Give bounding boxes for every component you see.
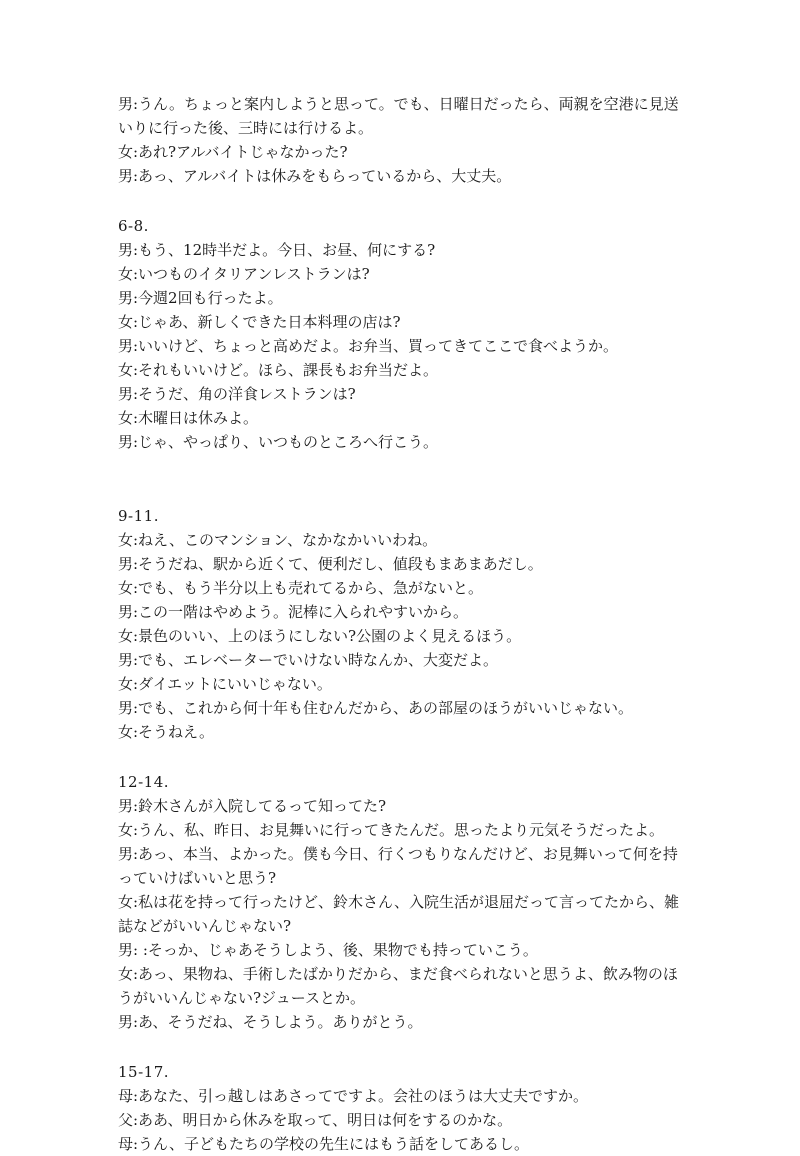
dialogue-section-6-8 bbox=[118, 214, 720, 454]
section-heading: 15-17. bbox=[118, 1063, 170, 1081]
dialogue-line: 女:あれ?アルバイトじゃなかった? bbox=[118, 143, 348, 161]
section-heading: 6-8. bbox=[118, 217, 149, 235]
dialogue-line: 女:でも、もう半分以上も売れてるから、急がないと。 bbox=[118, 579, 484, 597]
dialogue-section-15-17 bbox=[118, 1060, 720, 1156]
dialogue-line: 男:そうだ、角の洋食レストランは? bbox=[118, 385, 356, 403]
dialogue-line: 男:そうだね、駅から近くて、便利だし、値段もまあまあだし。 bbox=[118, 555, 543, 573]
dialogue-line: 女:景色のいい、上のほうにしない?公園のよく見えるほう。 bbox=[118, 627, 522, 645]
dialogue-section-9-11 bbox=[118, 504, 720, 744]
dialogue-line: っていけばいいと思う? bbox=[118, 869, 277, 887]
dialogue-line: 女:それもいいけど。ほら、課長もお弁当だよ。 bbox=[118, 361, 439, 379]
dialogue-section-intro bbox=[118, 92, 720, 188]
dialogue-line: 男:鈴木さんが入院してるって知ってた? bbox=[118, 797, 387, 815]
dialogue-line: うがいいんじゃない?ジュースとか。 bbox=[118, 989, 365, 1007]
dialogue-line: 男:じゃ、やっぱり、いつものところへ行こう。 bbox=[118, 433, 439, 451]
dialogue-line: 男:でも、エレベーターでいけない時なんか、大変だよ。 bbox=[118, 651, 499, 669]
dialogue-line: 男:いいけど、ちょっと高めだよ。お弁当、買ってきてここで食べようか。 bbox=[118, 337, 619, 355]
dialogue-line: 父:ああ、明日から休みを取って、明日は何をするのかな。 bbox=[118, 1111, 513, 1129]
dialogue-line: いりに行った後、三時には行けるよ。 bbox=[118, 119, 374, 137]
dialogue-line: 女:ねえ、このマンション、なかなかいいわね。 bbox=[118, 531, 438, 549]
dialogue-line: 女:じゃあ、新しくできた日本料理の店は? bbox=[118, 313, 401, 331]
dialogue-line: 男:この一階はやめよう。泥棒に入られやすいから。 bbox=[118, 603, 469, 621]
dialogue-line: 男:あっ、本当、よかった。僕も今日、行くつもりなんだけど、お見舞いって何を持 bbox=[118, 845, 678, 863]
dialogue-line: 女:あっ、果物ね、手術したばかりだから、まだ食べられないと思うよ、飲み物のほ bbox=[118, 965, 678, 983]
dialogue-line: 女:そうねえ。 bbox=[118, 723, 214, 741]
dialogue-line: 男:もう、12時半だよ。今日、お昼、何にする? bbox=[118, 241, 436, 259]
dialogue-line: 男:でも、これから何十年も住むんだから、あの部屋のほうがいいじゃない。 bbox=[118, 699, 634, 717]
dialogue-line: 女:うん、私、昨日、お見舞いに行ってきたんだ。思ったより元気そうだったよ。 bbox=[118, 821, 664, 839]
dialogue-line: 女:ダイエットにいいじゃない。 bbox=[118, 675, 332, 693]
dialogue-line: 母:うん、子どもたちの学校の先生にはもう話をしてあるし。 bbox=[118, 1135, 529, 1153]
dialogue-line: 男:今週2回も行ったよ。 bbox=[118, 289, 283, 307]
dialogue-line: 女:いつものイタリアンレストランは? bbox=[118, 265, 370, 283]
dialogue-line: 男:うん。ちょっと案内しようと思って。でも、日曜日だったら、両親を空港に見送 bbox=[118, 95, 679, 113]
dialogue-line: 女:木曜日は休みよ。 bbox=[118, 409, 259, 427]
section-heading: 9-11. bbox=[118, 507, 159, 525]
dialogue-line: 男:あ、そうだね、そうしよう。ありがとう。 bbox=[118, 1013, 423, 1031]
section-heading: 12-14. bbox=[118, 773, 170, 791]
dialogue-line: 男: :そっか、じゃあそうしよう、後、果物でも持っていこう。 bbox=[118, 941, 538, 959]
dialogue-section-12-14 bbox=[118, 770, 720, 1034]
dialogue-line: 女:私は花を持って行ったけど、鈴木さん、入院生活が退屈だって言ってたから、雑 bbox=[118, 893, 679, 911]
dialogue-line: 母:あなた、引っ越しはあさってですよ。会社のほうは大丈夫ですか。 bbox=[118, 1087, 589, 1105]
dialogue-line: 男:あっ、アルバイトは休みをもらっているから、大丈夫。 bbox=[118, 167, 512, 185]
dialogue-line: 誌などがいいんじゃない? bbox=[118, 917, 292, 935]
